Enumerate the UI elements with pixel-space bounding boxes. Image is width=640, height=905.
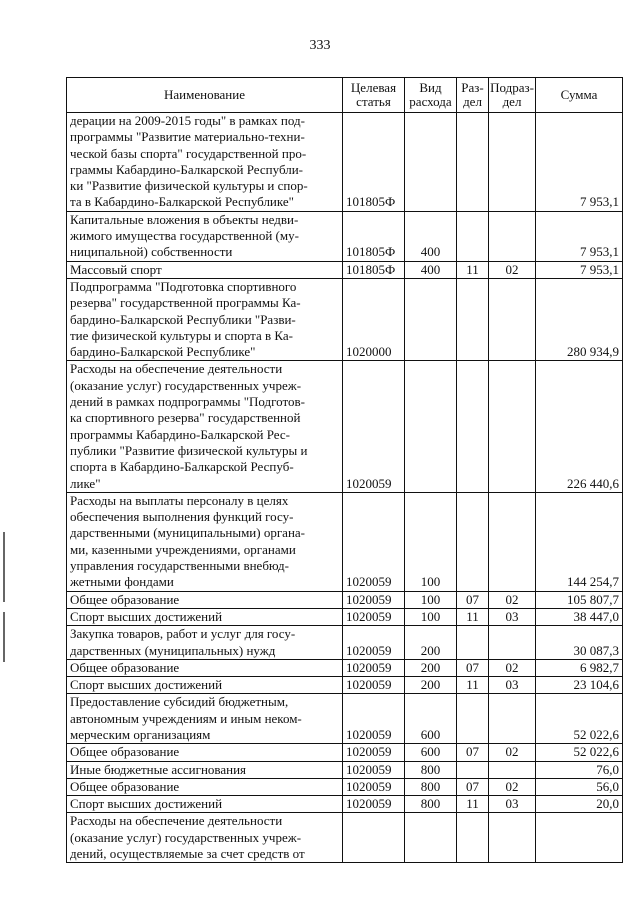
cell-sum: 226 440,6 [536,361,623,492]
cell-expense-type: 800 [405,796,457,813]
cell-name: Закупка товаров, работ и услуг для госу- дарственных (муниципальных) нужд [67,626,343,660]
budget-table [66,77,623,863]
header-section: Раз- дел [457,78,489,113]
cell-subsection [489,211,536,261]
cell-expense-type: 800 [405,778,457,795]
cell-subsection: 03 [489,796,536,813]
cell-expense-type [405,813,457,863]
cell-section: 07 [457,591,489,608]
cell-sum: 52 022,6 [536,694,623,744]
cell-target-article [343,813,405,863]
cell-subsection: 02 [489,778,536,795]
cell-subsection [489,761,536,778]
cell-section [457,694,489,744]
cell-sum: 7 953,1 [536,211,623,261]
cell-sum: 144 254,7 [536,492,623,591]
cell-section: 07 [457,778,489,795]
cell-target-article: 1020059 [343,591,405,608]
cell-name: Спорт высших достижений [67,677,343,694]
cell-name: Иные бюджетные ассигнования [67,761,343,778]
cell-target-article: 1020000 [343,278,405,360]
cell-section [457,761,489,778]
table-row [67,677,623,694]
table-row [67,761,623,778]
cell-subsection: 02 [489,261,536,278]
cell-target-article: 1020059 [343,778,405,795]
table-row [67,744,623,761]
cell-expense-type: 400 [405,261,457,278]
cell-name: Расходы на обеспечение деятельности (оказание услуг) государственных учреж- дений в рамках подпрограммы "Подготов- ка спортивного резерва" государственной программы Кабардино-Балкарской Рес- публики "Развитие физической культуры и спорта в Кабардино-Балкарской Респуб- лике" [67,361,343,492]
cell-name: Предоставление субсидий бюджетным, автономным учреждениям и иным неком- мерческим организациям [67,694,343,744]
cell-expense-type: 600 [405,744,457,761]
header-name: Наименование [67,78,343,113]
table-row [67,113,623,212]
cell-name: Общее образование [67,744,343,761]
cell-target-article: 1020059 [343,608,405,625]
cell-section: 11 [457,677,489,694]
cell-expense-type: 800 [405,761,457,778]
cell-expense-type: 200 [405,659,457,676]
cell-section [457,813,489,863]
cell-name: Массовый спорт [67,261,343,278]
cell-expense-type [405,113,457,212]
table-row [67,796,623,813]
cell-section: 11 [457,261,489,278]
cell-section [457,492,489,591]
table-row [67,694,623,744]
cell-section [457,113,489,212]
cell-expense-type: 200 [405,677,457,694]
cell-subsection: 03 [489,677,536,694]
cell-target-article: 101805Ф [343,113,405,212]
cell-name: Общее образование [67,778,343,795]
cell-subsection [489,813,536,863]
cell-sum: 76,0 [536,761,623,778]
cell-expense-type: 400 [405,211,457,261]
header-subsection: Подраз- дел [489,78,536,113]
cell-name: Спорт высших достижений [67,608,343,625]
table-row [67,608,623,625]
table-row [67,492,623,591]
cell-sum [536,813,623,863]
cell-section [457,211,489,261]
table-row [67,261,623,278]
table-row [67,278,623,360]
cell-subsection [489,694,536,744]
table-row [67,211,623,261]
cell-expense-type: 600 [405,694,457,744]
cell-target-article: 101805Ф [343,211,405,261]
header-sum: Сумма [536,78,623,113]
cell-target-article: 1020059 [343,796,405,813]
cell-sum: 23 104,6 [536,677,623,694]
binding-margin-mark [3,612,5,662]
cell-expense-type: 100 [405,591,457,608]
cell-target-article: 1020059 [343,626,405,660]
cell-target-article: 1020059 [343,361,405,492]
table-row [67,778,623,795]
cell-section: 11 [457,608,489,625]
cell-subsection: 02 [489,659,536,676]
cell-sum: 7 953,1 [536,113,623,212]
cell-sum: 280 934,9 [536,278,623,360]
cell-subsection: 02 [489,591,536,608]
cell-section: 07 [457,659,489,676]
cell-name: Расходы на обеспечение деятельности (оказание услуг) государственных учреж- дений, осуществляемые за счет средств от [67,813,343,863]
header-target-article: Целевая статья [343,78,405,113]
cell-subsection [489,278,536,360]
cell-name: Подпрограмма "Подготовка спортивного резерва" государственной программы Ка- бардино-Балкарской Республики "Разви- тие физической культуры и спорта в Ка- бардино-Балкарской Республике" [67,278,343,360]
cell-sum: 38 447,0 [536,608,623,625]
cell-target-article: 101805Ф [343,261,405,278]
cell-sum: 105 807,7 [536,591,623,608]
page-number: 333 [309,38,331,53]
cell-section [457,626,489,660]
cell-name: Общее образование [67,591,343,608]
cell-name: Спорт высших достижений [67,796,343,813]
cell-section: 11 [457,796,489,813]
header-expense-type: Вид расхода [405,78,457,113]
cell-subsection [489,361,536,492]
cell-subsection [489,626,536,660]
cell-name: Расходы на выплаты персоналу в целях обеспечения выполнения функций госу- дарственными (муниципальными) органа- ми, казенными учреждениями, органами управления государственными внебюд- жетными фондами [67,492,343,591]
cell-subsection [489,113,536,212]
cell-name: Капитальные вложения в объекты недви- жимого имущества государственной (му- ниципальной) собственности [67,211,343,261]
table-row [67,813,623,863]
cell-subsection: 03 [489,608,536,625]
cell-sum: 52 022,6 [536,744,623,761]
cell-sum: 7 953,1 [536,261,623,278]
cell-name: Общее образование [67,659,343,676]
binding-margin-mark [3,532,5,602]
cell-target-article: 1020059 [343,677,405,694]
table-row [67,626,623,660]
cell-section: 07 [457,744,489,761]
table-header-row [67,78,623,113]
cell-section [457,361,489,492]
cell-expense-type [405,278,457,360]
cell-name: дерации на 2009-2015 годы" в рамках под- программы "Развитие материально-техни- ческой базы спорта" государственной про- граммы Кабардино-Балкарской Республи- ки "Развитие физической культуры и спор- та в Кабардино-Балкарской Республике" [67,113,343,212]
cell-subsection: 02 [489,744,536,761]
cell-subsection [489,492,536,591]
cell-sum: 56,0 [536,778,623,795]
cell-sum: 20,0 [536,796,623,813]
cell-target-article: 1020059 [343,659,405,676]
cell-target-article: 1020059 [343,744,405,761]
cell-expense-type: 100 [405,492,457,591]
table-row [67,591,623,608]
cell-target-article: 1020059 [343,492,405,591]
cell-expense-type [405,361,457,492]
cell-target-article: 1020059 [343,761,405,778]
cell-sum: 6 982,7 [536,659,623,676]
cell-section [457,278,489,360]
cell-target-article: 1020059 [343,694,405,744]
cell-sum: 30 087,3 [536,626,623,660]
table-row [67,659,623,676]
cell-expense-type: 200 [405,626,457,660]
table-row [67,361,623,492]
cell-expense-type: 100 [405,608,457,625]
